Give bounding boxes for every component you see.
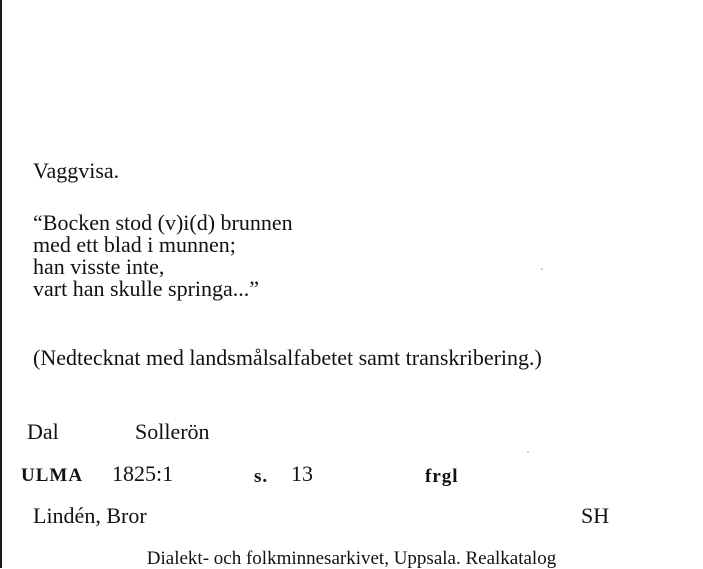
archive-code: ULMA [21,465,84,486]
category-code: frgl [425,466,459,487]
archive-number: 1825:1 [112,461,174,486]
place-parish: Sollerön [135,419,210,444]
song-title: Vaggvisa. [33,158,120,183]
paper-speck [541,268,543,270]
verse-line: vart han skulle springa...” [33,276,260,301]
card-left-edge [0,0,2,568]
archive-footer: Dialekt- och folkminnesarkivet, Uppsala. Realkatalog [146,548,557,569]
verse-line: “Bocken stod (v)i(d) brunnen [33,210,293,235]
verse-line: med ett blad i munnen; [33,232,236,257]
place-region: Dal [27,419,59,444]
recorder-name: Lindén, Bror [33,503,147,528]
verse-line: han visste inte, [33,254,165,279]
recorder-code: SH [581,503,610,528]
page-label: s. [254,466,269,487]
page-number: 13 [291,461,313,486]
transcription-note: (Nedtecknat med landsmålsalfabetet samt transkribering.) [33,345,542,370]
paper-speck [527,451,529,453]
song-verse [33,212,293,300]
